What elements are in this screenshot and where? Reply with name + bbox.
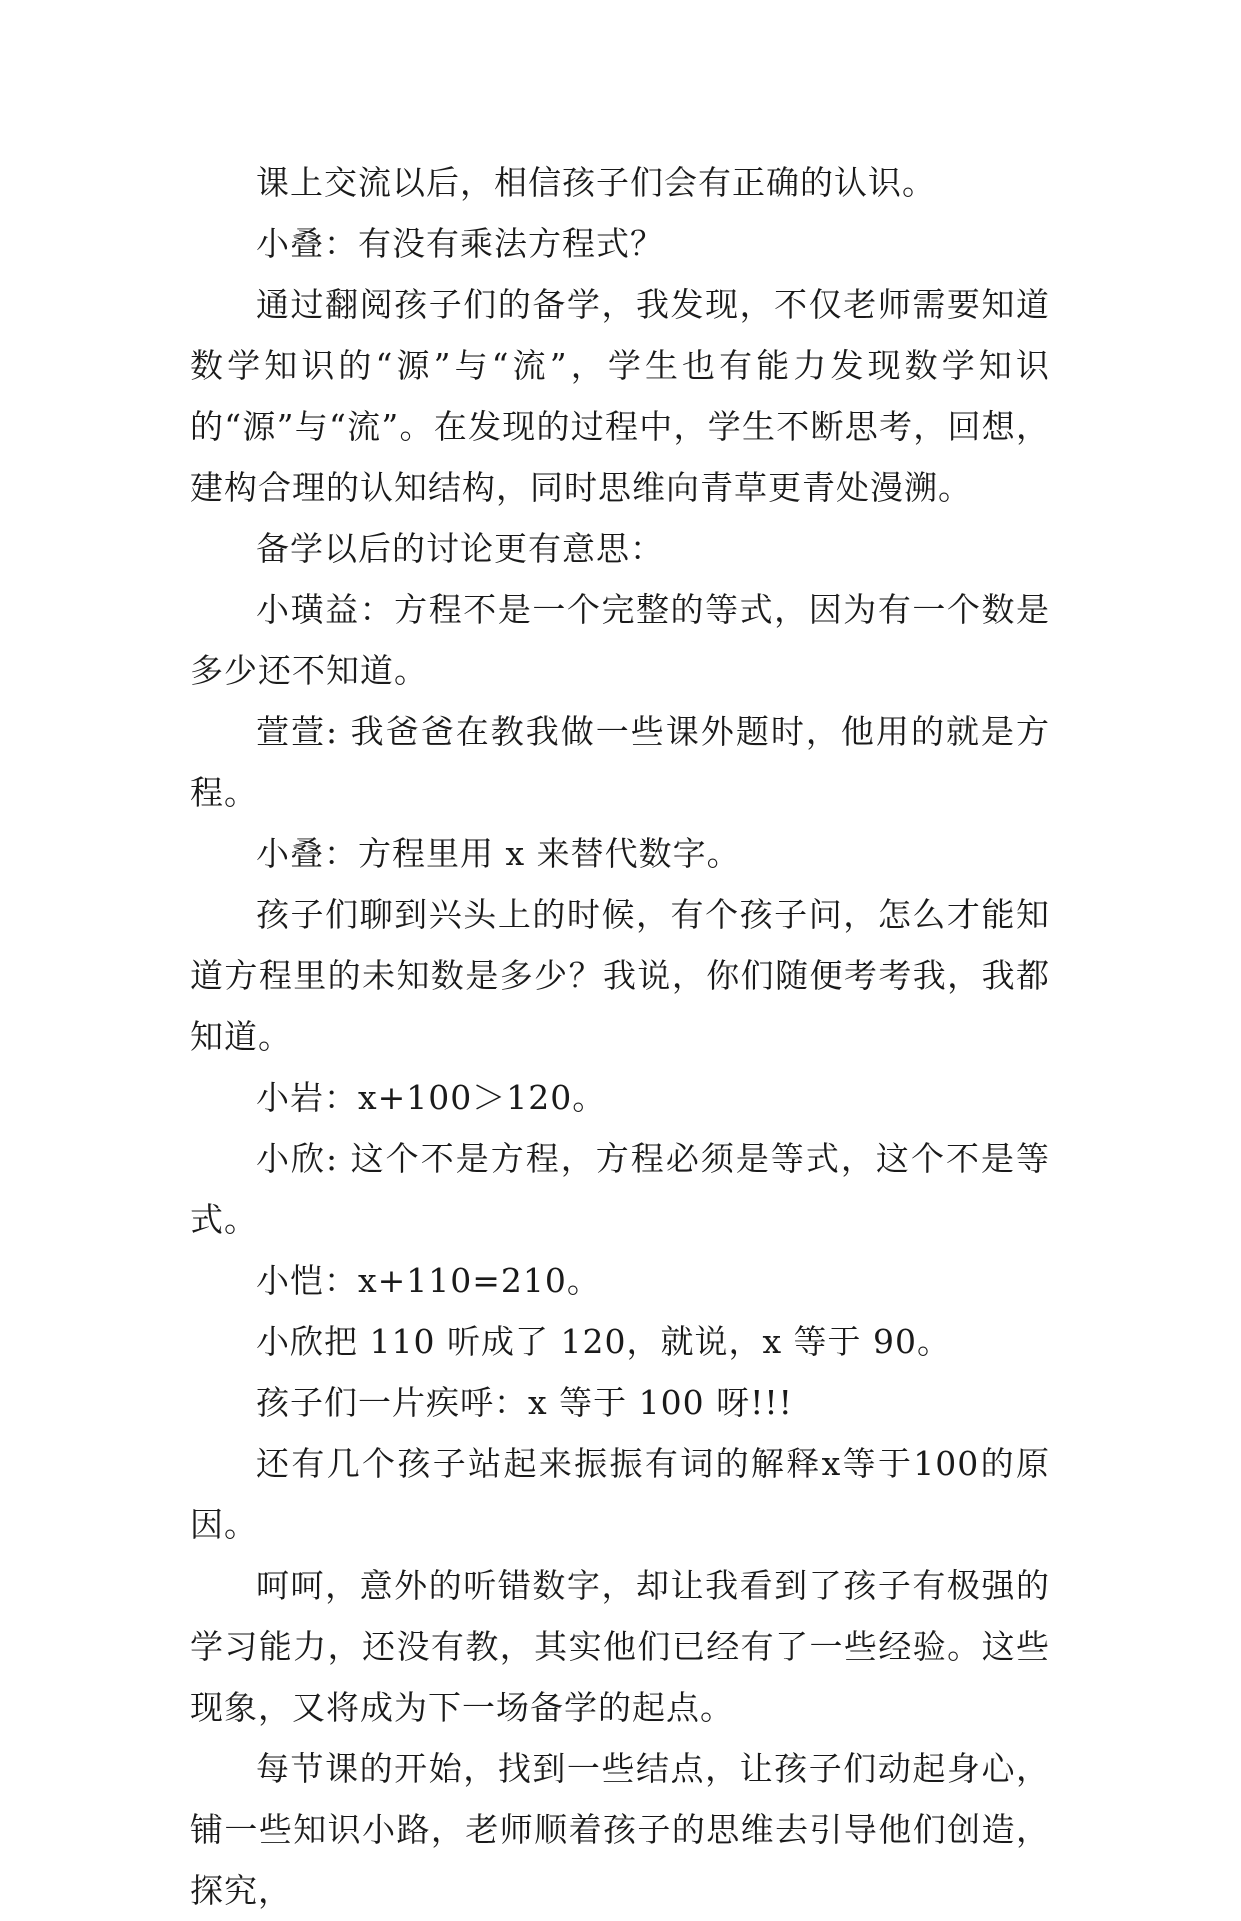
paragraph-7: 小叠：方程里用 x 来替代数字。 [256, 834, 741, 873]
paragraph-10: 小欣: 这个不是方程，方程必须是等式，这个不是等式。 [190, 1139, 1050, 1239]
paragraph-11: 小恺：x+110=210。 [256, 1261, 601, 1300]
paragraph-14: 还有几个孩子站起来振振有词的解释x等于100的原因。 [190, 1444, 1050, 1544]
document-body [190, 152, 1050, 1921]
paragraph-8: 孩子们聊到兴头上的时候，有个孩子问，怎么才能知道方程里的未知数是多少？我说，你们随便考考我，我都知道。 [190, 895, 1050, 1056]
paragraph-1: 课上交流以后，相信孩子们会有正确的认识。 [256, 163, 936, 202]
paragraph-4: 备学以后的讨论更有意思： [256, 529, 664, 568]
paragraph-9: 小岩：x+100＞120。 [256, 1078, 607, 1117]
paragraph-12: 小欣把 110 听成了 120，就说，x 等于 90。 [256, 1322, 952, 1361]
paragraph-15: 呵呵，意外的听错数字，却让我看到了孩子有极强的学习能力，还没有教，其实他们已经有了一些经验。这些现象，又将成为下一场备学的起点。 [190, 1566, 1050, 1727]
paragraph-3: 通过翻阅孩子们的备学，我发现，不仅老师需要知道数学知识的“源”与“流”，学生也有能力发现数学知识的“源”与“流”。在发现的过程中，学生不断思考，回想，建构合理的认知结构，同时思维向青草更青处漫溯。 [190, 285, 1050, 507]
paragraph-2: 小叠：有没有乘法方程式？ [256, 224, 664, 263]
paragraph-16: 每节课的开始，找到一些结点，让孩子们动起身心，铺一些知识小路，老师顺着孩子的思维去引导他们创造，探究， [190, 1749, 1050, 1910]
paragraph-5: 小璜益：方程不是一个完整的等式，因为有一个数是多少还不知道。 [190, 590, 1050, 690]
paragraph-13: 孩子们一片疾呼：x 等于 100 呀!!! [256, 1383, 793, 1422]
paragraph-6: 萱萱: 我爸爸在教我做一些课外题时，他用的就是方程。 [190, 712, 1050, 812]
